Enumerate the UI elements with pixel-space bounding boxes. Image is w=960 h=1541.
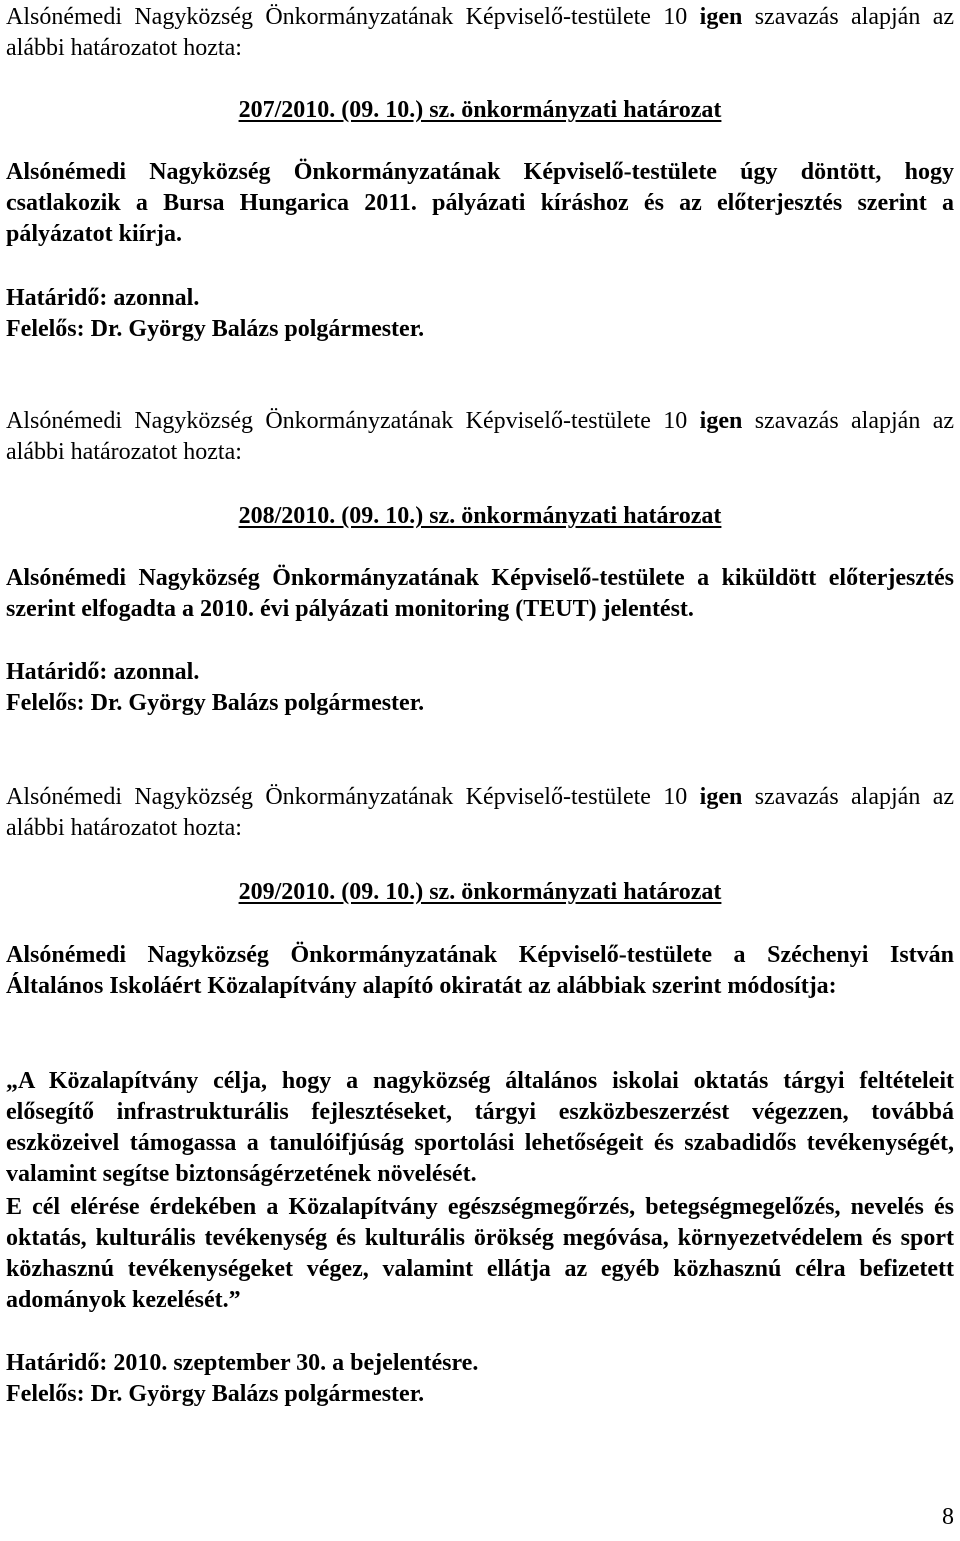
- page-number: 8: [942, 1504, 954, 1530]
- resolution-209-quote-paragraph-1: „A Közalapítvány célja, hogy a nagyközség általános iskolai oktatás tárgyi feltételeit elősegítő infrastrukturális fejlesztéseket, tárgyi eszközbeszerzést végezzen, továbbá eszközeivel támogassa a tanulóifjúság sportolási lehetőségeit és szabadidős tevékenységét, valamint segítse biztonságérzetének növelését.: [6, 1068, 954, 1187]
- vote-label: igen: [699, 4, 743, 30]
- resolution-207-body: Alsónémedi Nagyközség Önkormányzatának Képviselő-testülete úgy döntött, hogy csatlakozik a Bursa Hungarica 2011. pályázati kíráshoz és az előterjesztés szerint a pályázatot kiírja.: [6, 159, 954, 247]
- resolution-209-deadline: Határidő: 2010. szeptember 30. a bejelentésre.: [6, 1350, 479, 1376]
- resolution-209-title: 209/2010. (09. 10.) sz. önkormányzati határozat: [238, 879, 722, 905]
- vote-label: igen: [699, 408, 743, 434]
- resolution-208-title: 208/2010. (09. 10.) sz. önkormányzati határozat: [238, 503, 722, 529]
- resolution-208-body: Alsónémedi Nagyközség Önkormányzatának Képviselő-testülete a kiküldött előterjesztés szerint elfogadta a 2010. évi pályázati monitoring (TEUT) jelentést.: [6, 565, 954, 622]
- resolution-209-quote-paragraph-2: E cél elérése érdekében a Közalapítvány egészségmegőrzés, betegségmegelőzés, nevelés és oktatás, kulturális tevékenység és kulturális örökség megóvása, környezetvédelem és sport közhasznú tevékenységeket végez, valamint ellátja az egyéb közhasznú célra befizetett adományok kezelését.”: [6, 1194, 954, 1313]
- resolution-207-responsible: Felelős: Dr. György Balázs polgármester.: [6, 316, 425, 342]
- resolution-207-deadline: Határidő: azonnal.: [6, 285, 200, 311]
- resolution-209-body: Alsónémedi Nagyközség Önkormányzatának Képviselő-testülete a Széchenyi István Általános Iskoláért Közalapítvány alapító okiratát az alábbiak szerint módosítja:: [6, 942, 954, 999]
- resolution-208-intro: Alsónémedi Nagyközség Önkormányzatának Képviselő-testülete 10 igen szavazás alapján az alábbi határozatot hozta:: [6, 408, 954, 465]
- resolution-207-intro: Alsónémedi Nagyközség Önkormányzatának Képviselő-testülete 10 igen szavazás alapján az alábbi határozatot hozta:: [6, 4, 954, 61]
- resolution-208-responsible: Felelős: Dr. György Balázs polgármester.: [6, 690, 425, 716]
- resolution-209-responsible: Felelős: Dr. György Balázs polgármester.: [6, 1381, 425, 1407]
- resolution-207-title: 207/2010. (09. 10.) sz. önkormányzati határozat: [238, 97, 722, 123]
- resolution-208-deadline: Határidő: azonnal.: [6, 659, 200, 685]
- vote-label: igen: [699, 784, 743, 810]
- resolution-209-intro: Alsónémedi Nagyközség Önkormányzatának Képviselő-testülete 10 igen szavazás alapján az alábbi határozatot hozta:: [6, 784, 954, 841]
